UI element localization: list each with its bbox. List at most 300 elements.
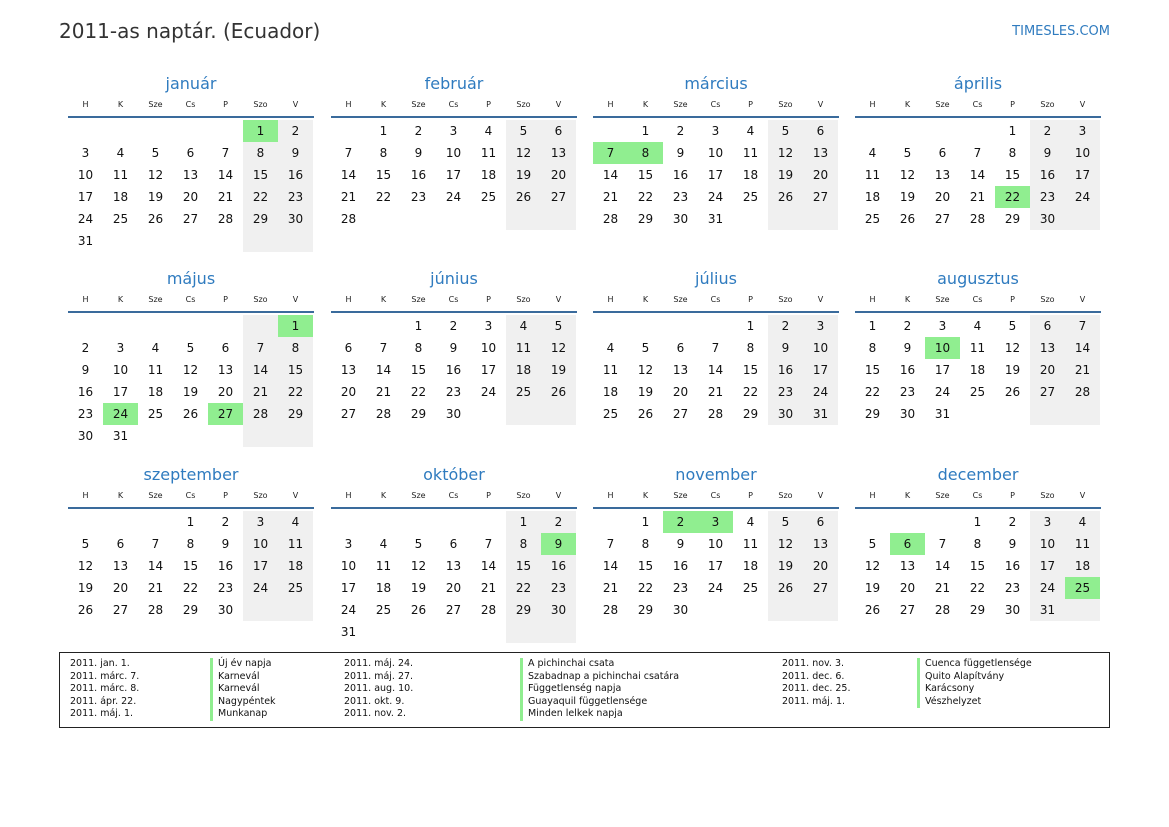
day-cell: 28 [147, 603, 164, 617]
empty-cell [243, 315, 278, 337]
day-grid [855, 315, 1101, 425]
empty-cell [331, 511, 366, 533]
day-cell: 23 [77, 407, 94, 421]
day-cell: 13 [1030, 337, 1065, 359]
day-cell: 3 [1065, 120, 1100, 142]
day-cell: 16 [768, 359, 803, 381]
day-cell: 6 [1030, 315, 1065, 337]
day-cell: 6 [890, 533, 925, 555]
weekday-label: P [486, 100, 491, 109]
day-cell: 1 [243, 120, 278, 142]
day-cell: 21 [602, 190, 619, 204]
day-cell: 8 [1008, 146, 1017, 160]
empty-cell [471, 403, 506, 425]
day-cell: 6 [803, 120, 838, 142]
day-cell: 22 [182, 581, 199, 595]
day-cell: 23 [1004, 581, 1021, 595]
day-cell: 13 [899, 559, 916, 573]
weekday-label: H [869, 295, 876, 304]
empty-cell [1065, 599, 1100, 621]
empty-cell [541, 208, 576, 230]
day-cell: 12 [899, 168, 916, 182]
day-cell: 30 [278, 208, 313, 230]
empty-cell [366, 621, 401, 643]
day-cell: 6 [938, 146, 947, 160]
empty-cell [471, 511, 506, 533]
weekday-label: Sze [935, 295, 950, 304]
day-cell: 20 [1030, 359, 1065, 381]
empty-cell [698, 599, 733, 621]
day-cell: 25 [375, 603, 392, 617]
day-cell: 23 [541, 577, 576, 599]
day-cell: 31 [112, 429, 129, 443]
month-rule [331, 116, 577, 118]
day-cell: 3 [81, 146, 90, 160]
day-cell: 6 [676, 341, 685, 355]
day-grid [593, 120, 839, 230]
day-cell: 6 [221, 341, 230, 355]
weekday-label: H [82, 491, 89, 500]
weekday-label: H [869, 100, 876, 109]
empty-cell [593, 120, 628, 142]
day-cell: 23 [445, 385, 462, 399]
day-cell: 10 [243, 533, 278, 555]
weekday-label: Sze [673, 295, 688, 304]
day-cell: 27 [445, 603, 462, 617]
day-cell: 14 [602, 168, 619, 182]
empty-cell [1065, 403, 1100, 425]
day-cell: 28 [602, 212, 619, 226]
empty-cell [366, 208, 401, 230]
day-cell: 19 [768, 555, 803, 577]
day-cell: 25 [1065, 577, 1100, 599]
day-cell: 7 [379, 341, 388, 355]
legend-date: 2011. okt. 9. [344, 695, 405, 707]
site-link[interactable]: TIMESLES.COM [1012, 24, 1110, 39]
weekday-label: H [345, 491, 352, 500]
empty-cell [173, 230, 208, 252]
day-cell: 27 [208, 403, 243, 425]
day-cell: 30 [768, 403, 803, 425]
empty-cell [366, 511, 401, 533]
day-cell: 14 [707, 363, 724, 377]
day-cell: 21 [480, 581, 497, 595]
weekday-label: Cs [448, 100, 459, 109]
weekday-header [331, 488, 577, 504]
day-cell: 24 [445, 190, 462, 204]
legend-date: 2011. márc. 7. [70, 670, 140, 682]
day-cell: 23 [217, 581, 234, 595]
legend-names-col-3 [917, 658, 1032, 708]
day-cell: 7 [973, 146, 982, 160]
day-cell: 21 [147, 581, 164, 595]
day-cell: 11 [1065, 533, 1100, 555]
weekday-header [855, 292, 1101, 308]
day-cell: 12 [1004, 341, 1021, 355]
day-cell: 20 [934, 190, 951, 204]
day-cell: 29 [243, 208, 278, 230]
day-cell: 20 [182, 190, 199, 204]
day-cell: 18 [742, 168, 759, 182]
weekday-label: V [817, 100, 824, 109]
empty-cell [593, 315, 628, 337]
day-cell: 9 [1008, 537, 1017, 551]
day-cell: 22 [637, 581, 654, 595]
empty-cell [855, 511, 890, 533]
day-cell: 9 [541, 533, 576, 555]
empty-cell [471, 208, 506, 230]
day-cell: 5 [414, 537, 423, 551]
day-cell: 5 [1008, 319, 1017, 333]
legend-holiday-name: Cuenca függetlensége [917, 658, 1032, 671]
day-cell: 22 [243, 186, 278, 208]
month-rule [855, 116, 1101, 118]
day-cell: 7 [243, 337, 278, 359]
day-cell: 25 [506, 381, 541, 403]
day-cell: 5 [151, 146, 160, 160]
empty-cell [628, 315, 663, 337]
day-cell: 16 [217, 559, 234, 573]
weekday-label: K [904, 100, 911, 109]
day-cell: 5 [768, 511, 803, 533]
day-cell: 17 [112, 385, 129, 399]
day-cell: 2 [663, 511, 698, 533]
day-cell: 5 [768, 120, 803, 142]
day-cell: 17 [1030, 555, 1065, 577]
legend-holiday-name: Munkanap [210, 708, 276, 721]
day-cell: 18 [742, 559, 759, 573]
day-cell: 11 [278, 533, 313, 555]
empty-cell [103, 511, 138, 533]
day-cell: 12 [147, 168, 164, 182]
day-cell: 4 [506, 315, 541, 337]
day-cell: 22 [637, 190, 654, 204]
holiday-legend [59, 652, 1110, 728]
weekday-label: Sze [148, 100, 163, 109]
day-cell: 1 [506, 511, 541, 533]
day-cell: 3 [698, 511, 733, 533]
day-cell: 2 [541, 511, 576, 533]
legend-holiday-name: Guayaquil függetlensége [520, 696, 679, 709]
day-cell: 18 [480, 168, 497, 182]
day-cell: 30 [899, 407, 916, 421]
day-cell: 28 [480, 603, 497, 617]
day-cell: 5 [641, 341, 650, 355]
legend-dates-col-1 [70, 658, 139, 721]
day-cell: 29 [410, 407, 427, 421]
empty-cell [208, 120, 243, 142]
day-cell: 10 [112, 363, 129, 377]
day-cell: 19 [182, 385, 199, 399]
day-cell: 8 [641, 537, 650, 551]
legend-holiday-name: Karnevál [210, 671, 276, 684]
day-cell: 2 [278, 120, 313, 142]
empty-cell [960, 120, 995, 142]
day-cell: 1 [186, 515, 195, 529]
weekday-label: Szo [1040, 100, 1055, 109]
legend-holiday-name: Szabadnap a pichinchai csatára [520, 671, 679, 684]
weekday-label: V [292, 295, 299, 304]
empty-cell [733, 208, 768, 230]
day-cell: 29 [1004, 212, 1021, 226]
month-2 [593, 73, 839, 230]
empty-cell [243, 599, 278, 621]
day-cell: 24 [340, 603, 357, 617]
day-cell: 8 [506, 533, 541, 555]
weekday-label: Cs [710, 491, 721, 500]
day-cell: 27 [803, 186, 838, 208]
legend-date: 2011. máj. 24. [344, 658, 414, 669]
day-cell: 10 [925, 337, 960, 359]
day-cell: 7 [221, 146, 230, 160]
day-cell: 9 [1030, 142, 1065, 164]
day-cell: 5 [81, 537, 90, 551]
weekday-label: V [555, 491, 562, 500]
weekday-label: P [486, 295, 491, 304]
day-cell: 10 [77, 168, 94, 182]
legend-date: 2011. máj. 27. [344, 670, 414, 682]
month-rule [331, 507, 577, 509]
day-cell: 28 [969, 212, 986, 226]
day-grid [68, 511, 314, 621]
weekday-label: Cs [185, 491, 196, 500]
day-cell: 20 [672, 385, 689, 399]
empty-cell [698, 315, 733, 337]
day-cell: 31 [934, 407, 951, 421]
day-cell: 28 [934, 603, 951, 617]
day-cell: 22 [278, 381, 313, 403]
day-cell: 14 [1065, 337, 1100, 359]
day-cell: 7 [606, 537, 615, 551]
day-cell: 21 [375, 385, 392, 399]
day-cell: 26 [506, 186, 541, 208]
day-cell: 13 [934, 168, 951, 182]
day-cell: 8 [414, 341, 423, 355]
day-cell: 4 [1065, 511, 1100, 533]
weekday-label: Cs [448, 295, 459, 304]
day-cell: 2 [414, 124, 423, 138]
legend-holiday-name: Vészhelyzet [917, 696, 1032, 709]
day-cell: 26 [768, 577, 803, 599]
day-cell: 12 [541, 337, 576, 359]
day-cell: 24 [103, 403, 138, 425]
day-cell: 26 [410, 603, 427, 617]
weekday-label: Szo [1040, 491, 1055, 500]
weekday-label: Cs [972, 295, 983, 304]
month-name: március [684, 74, 748, 93]
day-cell: 20 [541, 164, 576, 186]
day-cell: 11 [112, 168, 129, 182]
month-name: október [423, 465, 485, 484]
day-cell: 30 [672, 212, 689, 226]
day-cell: 18 [112, 190, 129, 204]
day-cell: 26 [637, 407, 654, 421]
day-cell: 15 [637, 168, 654, 182]
day-cell: 2 [676, 124, 685, 138]
day-cell: 8 [746, 341, 755, 355]
day-cell: 6 [803, 511, 838, 533]
empty-cell [103, 230, 138, 252]
weekday-label: Szo [516, 491, 531, 500]
empty-cell [506, 621, 541, 643]
day-cell: 24 [934, 385, 951, 399]
day-cell: 29 [742, 407, 759, 421]
empty-cell [436, 621, 471, 643]
day-cell: 12 [864, 559, 881, 573]
day-cell: 11 [602, 363, 619, 377]
weekday-header [68, 292, 314, 308]
empty-cell [925, 120, 960, 142]
weekday-label: H [607, 295, 614, 304]
day-cell: 17 [445, 168, 462, 182]
empty-cell [401, 208, 436, 230]
empty-cell [103, 315, 138, 337]
month-name: augusztus [937, 269, 1019, 288]
weekday-label: Szo [778, 491, 793, 500]
day-cell: 9 [676, 537, 685, 551]
day-cell: 21 [340, 190, 357, 204]
day-cell: 28 [1065, 381, 1100, 403]
month-rule [331, 311, 577, 313]
day-cell: 10 [707, 146, 724, 160]
day-cell: 9 [676, 146, 685, 160]
legend-names-col-1 [210, 658, 276, 721]
month-8 [68, 464, 314, 621]
day-grid [593, 511, 839, 621]
day-cell: 27 [899, 603, 916, 617]
day-cell: 18 [1065, 555, 1100, 577]
month-rule [593, 311, 839, 313]
month-name: május [166, 269, 216, 288]
day-cell: 2 [1008, 515, 1017, 529]
day-cell: 5 [506, 120, 541, 142]
weekday-label: Cs [185, 100, 196, 109]
day-cell: 20 [340, 385, 357, 399]
day-cell: 15 [742, 363, 759, 377]
day-grid [593, 315, 839, 425]
day-cell: 21 [243, 381, 278, 403]
day-cell: 17 [707, 559, 724, 573]
day-cell: 11 [969, 341, 986, 355]
day-cell: 13 [112, 559, 129, 573]
month-rule [68, 116, 314, 118]
empty-cell [803, 599, 838, 621]
weekday-label: P [223, 100, 228, 109]
day-cell: 5 [903, 146, 912, 160]
empty-cell [768, 599, 803, 621]
month-rule [593, 507, 839, 509]
weekday-label: K [904, 491, 911, 500]
weekday-label: H [607, 491, 614, 500]
month-4 [68, 268, 314, 447]
empty-cell [243, 425, 278, 447]
empty-cell [471, 621, 506, 643]
day-cell: 20 [445, 581, 462, 595]
day-cell: 27 [1030, 381, 1065, 403]
legend-date: 2011. máj. 1. [70, 708, 134, 720]
day-cell: 15 [1004, 168, 1021, 182]
weekday-label: Szo [1040, 295, 1055, 304]
day-cell: 2 [903, 319, 912, 333]
day-cell: 4 [278, 511, 313, 533]
empty-cell [803, 208, 838, 230]
day-cell: 22 [375, 190, 392, 204]
month-name: június [430, 269, 478, 288]
empty-cell [366, 315, 401, 337]
empty-cell [173, 315, 208, 337]
day-cell: 12 [77, 559, 94, 573]
day-cell: 9 [278, 142, 313, 164]
weekday-label: K [380, 491, 387, 500]
day-cell: 11 [742, 146, 759, 160]
legend-date: 2011. dec. 25. [782, 683, 851, 695]
weekday-label: Sze [148, 295, 163, 304]
day-cell: 30 [217, 603, 234, 617]
empty-cell [436, 511, 471, 533]
day-cell: 23 [1030, 186, 1065, 208]
day-cell: 3 [711, 124, 720, 138]
day-cell: 16 [672, 559, 689, 573]
month-11 [855, 464, 1101, 621]
day-cell: 19 [1004, 363, 1021, 377]
day-cell: 16 [541, 555, 576, 577]
empty-cell [506, 208, 541, 230]
legend-holiday-name: A pichinchai csata [520, 658, 679, 671]
day-cell: 25 [602, 407, 619, 421]
day-cell: 27 [112, 603, 129, 617]
month-name: december [937, 465, 1019, 484]
empty-cell [278, 599, 313, 621]
day-cell: 13 [803, 142, 838, 164]
day-cell: 9 [768, 337, 803, 359]
legend-holiday-name: Karácsony [917, 683, 1032, 696]
day-cell: 19 [864, 581, 881, 595]
day-cell: 13 [340, 363, 357, 377]
day-cell: 14 [375, 363, 392, 377]
day-cell: 14 [217, 168, 234, 182]
weekday-header [593, 97, 839, 113]
month-name: november [675, 465, 757, 484]
day-cell: 18 [864, 190, 881, 204]
day-cell: 24 [1030, 577, 1065, 599]
day-cell: 29 [506, 599, 541, 621]
day-cell: 23 [410, 190, 427, 204]
day-cell: 9 [903, 341, 912, 355]
day-cell: 25 [742, 190, 759, 204]
day-cell: 2 [221, 515, 230, 529]
legend-date: 2011. márc. 8. [70, 683, 140, 695]
day-cell: 27 [182, 212, 199, 226]
legend-dates-col-3 [782, 658, 850, 708]
day-cell: 17 [243, 555, 278, 577]
day-cell: 10 [445, 146, 462, 160]
day-cell: 5 [541, 315, 576, 337]
day-cell: 15 [243, 164, 278, 186]
day-cell: 31 [803, 403, 838, 425]
legend-names-col-2 [520, 658, 679, 721]
weekday-label: Cs [972, 100, 983, 109]
weekday-label: K [904, 295, 911, 304]
month-name: szeptember [143, 465, 239, 484]
weekday-label: Sze [411, 491, 426, 500]
day-cell: 16 [672, 168, 689, 182]
day-cell: 15 [182, 559, 199, 573]
day-cell: 8 [278, 337, 313, 359]
day-cell: 3 [803, 315, 838, 337]
day-cell: 18 [375, 581, 392, 595]
month-rule [68, 311, 314, 313]
day-cell: 27 [934, 212, 951, 226]
